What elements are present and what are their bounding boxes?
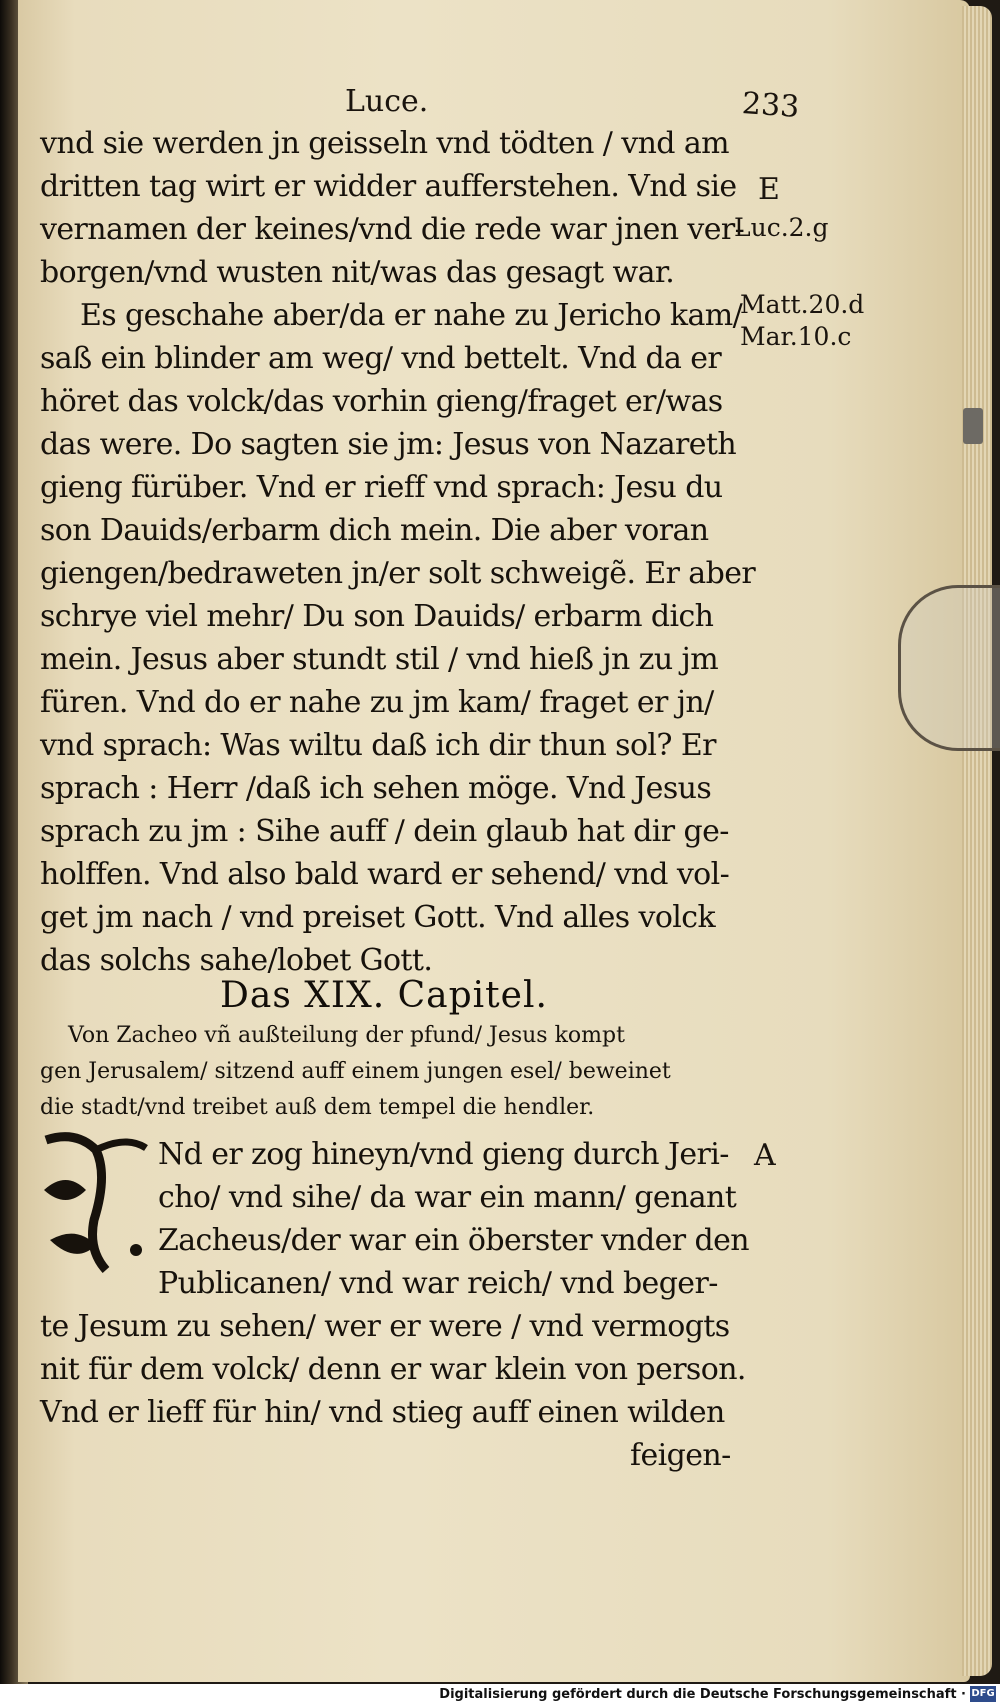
text-line: vernamen der keines/vnd die rede war jnen ver- <box>40 212 745 247</box>
margin-ref-mark: Mar.10.c <box>740 322 852 351</box>
summary-line: gen Jerusalem/ sitzend auff einem jungen esel/ beweinet <box>40 1059 671 1084</box>
text-line: schrye viel mehr/ Du son Dauids/ erbarm dich <box>40 599 714 634</box>
text-line: Vnd er lieff für hin/ vnd stieg auff einen wilden <box>40 1395 725 1430</box>
text-line: Publicanen/ vnd war reich/ vnd beger- <box>158 1266 718 1301</box>
text-line: Zacheus/der war ein öberster vnder den <box>158 1223 749 1258</box>
text-line: saß ein blinder am weg/ vnd bettelt. Vnd da er <box>40 341 722 376</box>
summary-line: die stadt/vnd treibet auß dem tempel die hendler. <box>40 1095 595 1120</box>
text-line: giengen/bedraweten jn/er solt schweigẽ. Er aber <box>40 556 756 591</box>
page-number: 233 <box>740 86 801 125</box>
text-line: son Dauids/erbarm dich mein. Die aber voran <box>40 513 709 548</box>
page-edge <box>962 6 992 1676</box>
text-line: dritten tag wirt er widder aufferstehen. Vnd sie <box>40 169 737 204</box>
dfg-logo: DFG <box>970 1686 996 1702</box>
chapter-summary <box>40 1018 740 1126</box>
text-line: vnd sprach: Was wiltu daß ich dir thun sol? Er <box>40 728 716 763</box>
margin-ref-luke: Luc.2.g <box>734 213 829 242</box>
text-line: te Jesum zu sehen/ wer er were / vnd vermogts <box>40 1309 730 1344</box>
margin-letter-a: A <box>754 1138 776 1173</box>
running-head: Luce. <box>345 84 429 119</box>
margin-ref-matt: Matt.20.d <box>740 290 865 319</box>
text-line: mein. Jesus aber stundt stil / vnd hieß jn zu jm <box>40 642 719 677</box>
catchword: feigen- <box>630 1438 731 1473</box>
text-line: höret das volck/das vorhin gieng/fraget er/was <box>40 384 723 419</box>
text-line: vnd sie werden jn geisseln vnd tödten / vnd am <box>40 126 729 161</box>
body-text <box>40 122 756 982</box>
text-line: nit für dem volck/ denn er war klein von person. <box>40 1352 746 1387</box>
text-line: das solchs sahe/lobet Gott. <box>40 943 433 978</box>
bookmark-tab <box>963 408 983 444</box>
chapter-text <box>40 1133 749 1477</box>
text-line: borgen/vnd wusten nit/was das gesagt war. <box>40 255 675 290</box>
text-line: Nd er zog hineyn/vnd gieng durch Jeri- <box>158 1137 729 1172</box>
text-line: holffen. Vnd also bald ward er sehend/ vnd vol- <box>40 857 730 892</box>
text-line: cho/ vnd sihe/ da war ein mann/ genant <box>158 1180 737 1215</box>
text-line: sprach : Herr /daß ich sehen möge. Vnd Jesus <box>40 771 712 806</box>
text-line: sprach zu jm : Sihe auff / dein glaub hat dir ge- <box>40 814 729 849</box>
chapter-title: Das XIX. Capitel. <box>220 975 548 1016</box>
text-line: füren. Vnd do er nahe zu jm kam/ fraget er jn/ <box>40 685 714 720</box>
page-header <box>0 84 1000 125</box>
footer-bar <box>0 1684 1000 1706</box>
text-line: gieng fürüber. Vnd er rieff vnd sprach: Jesu du <box>40 470 723 505</box>
margin-letter-e: E <box>758 172 780 207</box>
text-line: get jm nach / vnd preiset Gott. Vnd alles volck <box>40 900 716 935</box>
summary-line: Von Zacheo vñ außteilung der pfund/ Jesus kompt <box>68 1023 625 1048</box>
text-line: das were. Do sagten sie jm: Jesus von Nazareth <box>40 427 737 462</box>
funding-credit: Digitalisierung gefördert durch die Deutsche Forschungsgemeinschaft · <box>439 1687 966 1702</box>
page-clip <box>898 585 1000 751</box>
text-line: Es geschahe aber/da er nahe zu Jericho kam/ <box>80 298 743 333</box>
